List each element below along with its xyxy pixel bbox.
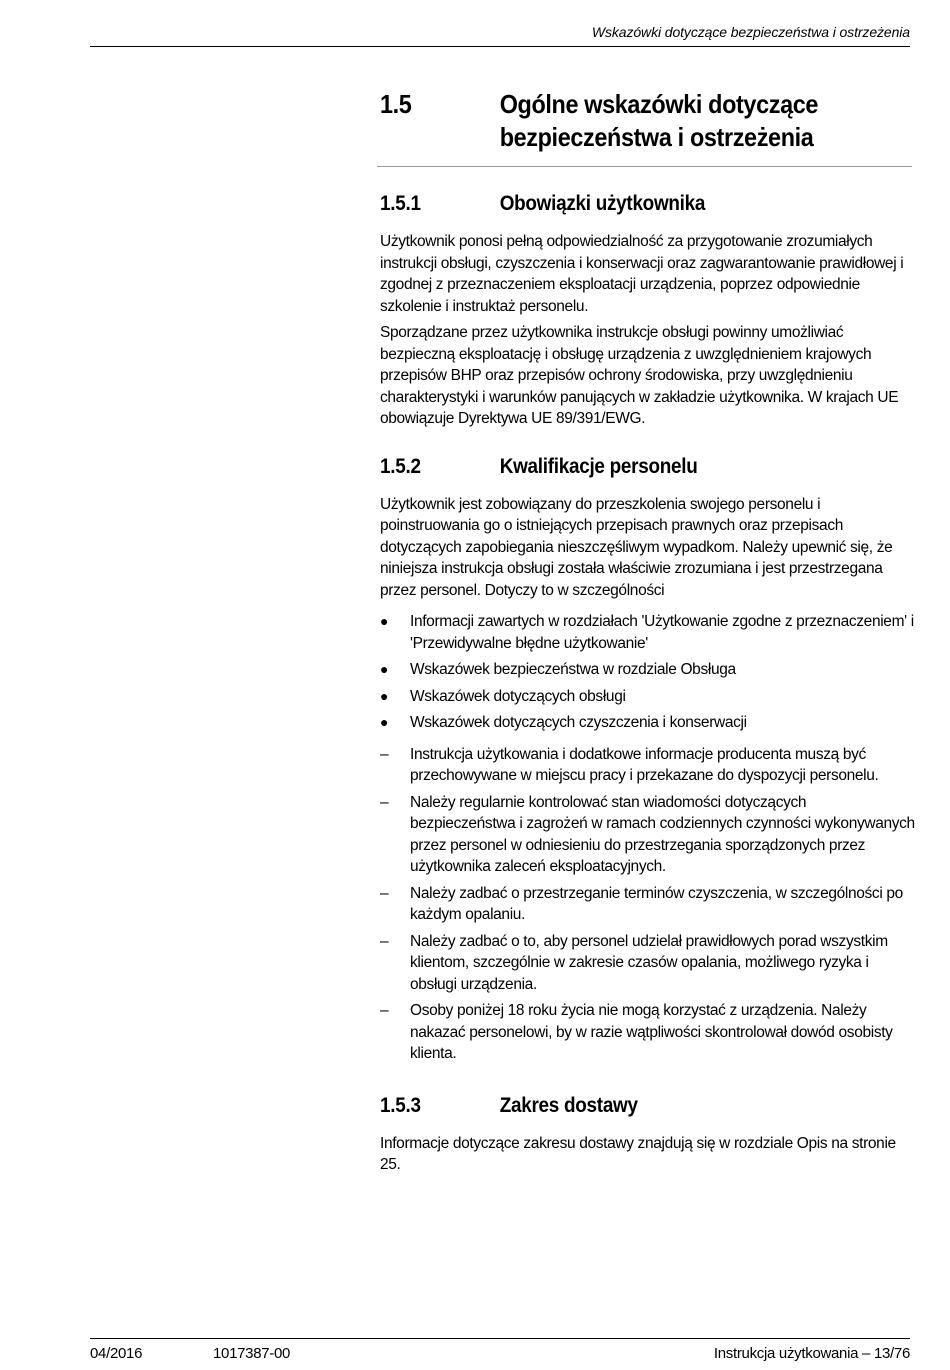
bullet-icon: ● xyxy=(380,714,389,730)
list-item-text: Informacji zawartych w rozdziałach 'Użytkowanie zgodne z przeznaczeniem' i 'Przewidywalne błędne użytkowanie' xyxy=(410,613,914,652)
list-item xyxy=(380,792,915,878)
subsection-title: Obowiązki użytkownika xyxy=(499,192,706,215)
subsection-title: Kwalifikacje personelu xyxy=(499,454,698,478)
section-title xyxy=(500,88,818,154)
dash-icon: – xyxy=(380,932,389,950)
qualifications-body xyxy=(380,494,915,1065)
list-item xyxy=(380,1000,915,1065)
subsection-number: 1.5.2 xyxy=(380,454,421,478)
subsection-heading-delivery xyxy=(380,1093,911,1119)
list-item xyxy=(380,712,915,734)
list-item xyxy=(380,659,915,681)
section-heading xyxy=(380,88,911,154)
footer-date: 04/2016 xyxy=(90,1345,143,1362)
list-item xyxy=(380,611,915,654)
dash-icon: – xyxy=(380,884,389,902)
bullet-icon: ● xyxy=(380,661,389,677)
dash-list xyxy=(380,744,915,1065)
list-item xyxy=(380,744,915,787)
list-item-text: Wskazówek dotyczących obsługi xyxy=(410,687,626,705)
dash-icon: – xyxy=(380,1002,389,1019)
list-item-text: Należy zadbać o to, aby personel udzielał prawidłowych porad wszystkim klientom, szczególnie w zakresie czasów opalania, możliwego ryzyka i obsługi urządzenia. xyxy=(410,932,888,993)
section-divider xyxy=(377,166,912,167)
bullet-icon: ● xyxy=(380,613,389,629)
list-item-text: Należy zadbać o przestrzeganie terminów czyszczenia, w szczególności po każdym opalaniu. xyxy=(410,884,903,923)
subsection-number: 1.5.3 xyxy=(380,1093,421,1117)
list-item xyxy=(380,883,915,926)
list-item-text: Wskazówek dotyczących czyszczenia i konserwacji xyxy=(410,714,747,731)
running-header: Wskazówki dotyczące bezpieczeństwa i ostrzeżenia xyxy=(591,24,910,40)
section-title-line1: Ogólne wskazówki dotyczące xyxy=(499,89,819,119)
section-title-line2: bezpieczeństwa i ostrzeżenia xyxy=(499,122,814,152)
footer-page-label: Instrukcja użytkowania – 13/76 xyxy=(713,1345,910,1362)
subsection-title: Zakres dostawy xyxy=(499,1093,638,1117)
footer-divider xyxy=(90,1338,910,1339)
list-item xyxy=(380,931,915,996)
delivery-body xyxy=(380,1133,915,1176)
subsection-heading-qualifications xyxy=(380,454,911,480)
paragraph: Użytkownik jest zobowiązany do przeszkolenia swojego personelu i poinstruowania go o istniejących przepisach prawnych oraz przepisach dotyczących zapobiegania nieszczęśliwym wypadkom. Należy upewnić się, że niniejsza instrukcja obsługi została właściwie zrozumiana i jest przestrzegana przez personel. Dotyczy to w szczególności xyxy=(380,495,893,599)
paragraph: Użytkownik ponosi pełną odpowiedzialność za przygotowanie zrozumiałych instrukcji obsługi, czyszczenia i konserwacji oraz zagwarantowanie prawidłowej i zgodnej z przeznaczeniem eksploatacji urządzenia, poprzez odpowiednie szkolenie i instruktaż personelu. xyxy=(380,233,904,315)
main-content xyxy=(380,88,915,1181)
dash-icon: – xyxy=(380,793,389,811)
subsection-number: 1.5.1 xyxy=(380,192,421,215)
bullet-icon: ● xyxy=(380,687,389,704)
list-item xyxy=(380,686,915,708)
header-divider xyxy=(90,46,910,47)
section-number: 1.5 xyxy=(380,89,412,119)
paragraph: Informacje dotyczące zakresu dostawy znajdują się w rozdziale Opis na stronie 25. xyxy=(380,1134,896,1173)
list-item-text: Wskazówek bezpieczeństwa w rozdziale Obsługa xyxy=(410,661,736,678)
obligations-body xyxy=(380,231,915,430)
dash-icon: – xyxy=(380,745,389,763)
list-item-text: Instrukcja użytkowania i dodatkowe informacje producenta muszą być przechowywane w miejscu pracy i przekazane do dyspozycji personelu. xyxy=(410,745,879,784)
paragraph: Sporządzane przez użytkownika instrukcje obsługi powinny umożliwiać bezpieczną eksploatację i obsługę urządzenia z uwzględnieniem krajowych przepisów BHP oraz przepisów ochrony środowiska, przy uwzględnieniu charakterystyki i warunków panujących w zakładzie użytkownika. W krajach UE obowiązuje Dyrektywa UE 89/391/EWG. xyxy=(380,324,899,427)
footer-doc-number: 1017387-00 xyxy=(213,1345,291,1362)
list-item-text: Osoby poniżej 18 roku życia nie mogą korzystać z urządzenia. Należy nakazać personelowi, by w razie wątpliwości skontrolował dowód osobisty klienta. xyxy=(410,1002,893,1062)
subsection-heading-obligations xyxy=(380,191,911,217)
bullet-list xyxy=(380,611,915,734)
list-item-text: Należy regularnie kontrolować stan wiadomości dotyczących bezpieczeństwa i zagrożeń w ramach codziennych czynności wykonywanych przez personel w odniesieniu do przestrzegania sporządzonych przez użytkownika zaleceń eksploatacyjnych. xyxy=(410,793,915,875)
